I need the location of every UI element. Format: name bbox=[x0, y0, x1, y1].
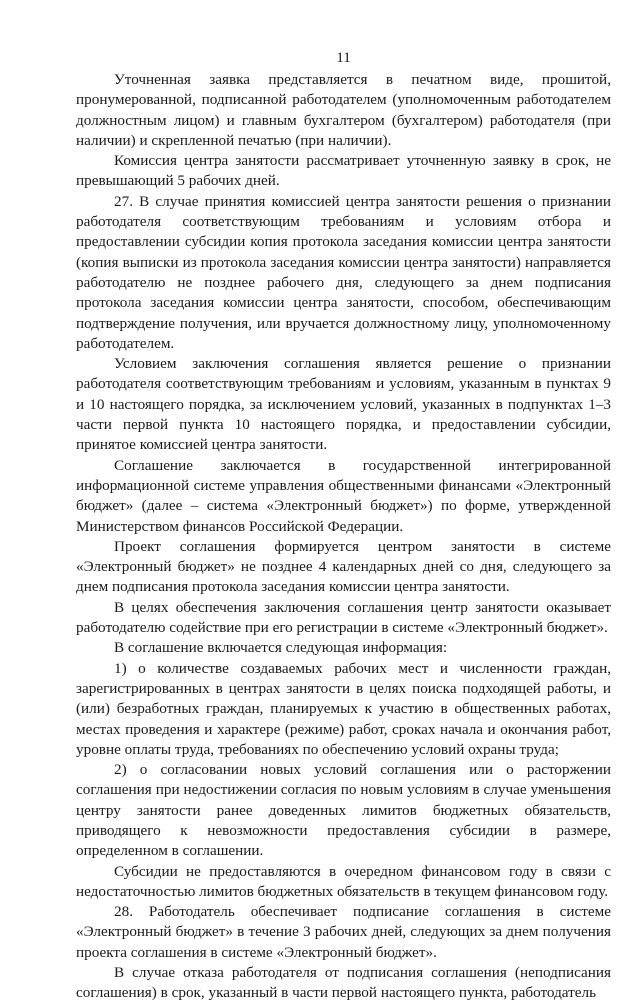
page-number: 11 bbox=[336, 49, 351, 66]
paragraph-agreement-info: В соглашение включается следующая информация: bbox=[114, 639, 448, 657]
paragraph-draft-agreement: Проект соглашения формируется центром занятости в системе «Электронный бюджет» не позднее 4 календарных дней со дня, следующего за днем подписания протокола заседания комиссии центра занятости. bbox=[76, 537, 611, 596]
paragraph-item-28: 28. Работодатель обеспечивает подписание соглашения в системе «Электронный бюджет» в течение 3 рабочих дней, следующих за днем получения проекта соглашения в системе «Электронный бюджет». bbox=[76, 903, 611, 961]
paragraph-subsidy-limits: Субсидии не предоставляются в очередном финансовом году в связи с недостаточностью лимитов бюджетных обязательств в текущем финансовом году. bbox=[76, 862, 611, 900]
paragraph-agreement-condition: Условием заключения соглашения является решение о признании работодателя соответствующим требованиям и условиям, указанным в пунктах 9 и 10 настоящего порядка, за исключением условий, указанных в подпунктах 1–3 части первой пункта 10 настоящего порядка, и предоставлении субсидии, принятое комиссией центра занятости. bbox=[76, 355, 611, 454]
paragraph-subitem-2: 2) о согласовании новых условий соглашения или о расторжении соглашения при недостижении согласия по новым условиям в случае уменьшения центру занятости ранее доведенных лимитов бюджетных обязательств, приводящего к невозможности предоставления субсидии в размере, определенном в соглашении. bbox=[76, 761, 611, 860]
paragraph-refusal: В случае отказа работодателя от подписания соглашения (неподписания соглашения) в срок, указанный в части первой настоящего пункта, работодатель bbox=[76, 964, 611, 1002]
paragraph-subitem-1: 1) о количестве создаваемых рабочих мест и численности граждан, зарегистрированных в центрах занятости в целях поиска подходящей работы, и (или) безработных граждан, планируемых к участию в общественных работах, местах проведения и характере (режиме) работ, сроках начала и окончания работ, уровне оплаты труда, требованиях по обеспечению условий охраны труда; bbox=[76, 659, 611, 758]
document-page bbox=[76, 0, 611, 1004]
paragraph-registration-assistance: В целях обеспечения заключения соглашения центр занятости оказывает работодателю содействие при его регистрации в системе «Электронный бюджет». bbox=[76, 598, 611, 637]
paragraph-refined-application: Уточненная заявка представляется в печатном виде, прошитой, пронумерованной, подписанной работодателем (уполномоченным работодателем должностным лицом) и главным бухгалтером (бухгалтером) работодателя (при наличии) и скрепленной печатью (при наличии). bbox=[76, 71, 611, 149]
paragraph-agreement-system: Соглашение заключается в государственной интегрированной информационной системе управления общественными финансами «Электронный бюджет» (далее – система «Электронный бюджет») по форме, утвержденной Министерством финансов Российской Федерации. bbox=[76, 456, 611, 535]
paragraph-commission-review: Комиссия центра занятости рассматривает уточненную заявку в срок, не превышающий 5 рабочих дней. bbox=[76, 152, 611, 190]
paragraph-item-27: 27. В случае принятия комиссией центра занятости решения о признании работодателя соответствующим требованиям и условиям отбора и предоставлении субсидии копия протокола заседания комиссии центра занятости (копия выписки из протокола заседания комиссии центра занятости) направляется работодателю не позднее рабочего дня, следующего за днем подписания протокола заседания комиссии центра занятости, способом, обеспечивающим подтверждение получения, или вручается должностному лицу, уполномоченному работодателем. bbox=[76, 192, 611, 352]
